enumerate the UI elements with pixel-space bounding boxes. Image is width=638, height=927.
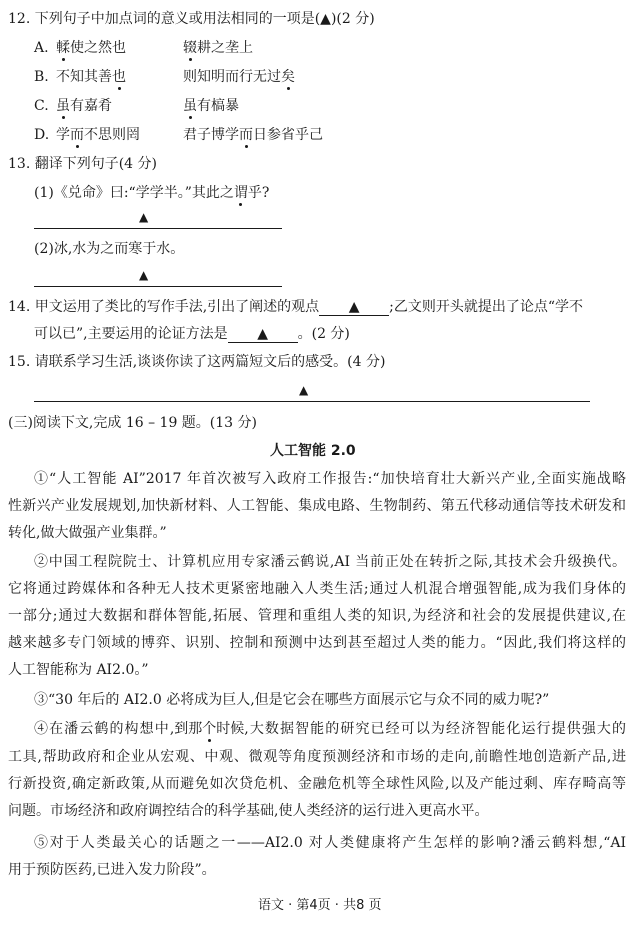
q12-option-c-left: 虽有嘉肴 — [56, 98, 112, 114]
article-title: 人工智能 2.0 — [270, 443, 356, 459]
q12-option-b-label: B. — [34, 69, 49, 85]
p1-line-2: 性新兴产业发展规划,加快新材料、人工智能、集成电路、生物制药、第五代移动通信等技术研发和 — [8, 498, 626, 514]
q12-option-d-left: 学而不思则罔 — [56, 127, 140, 143]
answer-triangle-icon: ▲ — [257, 326, 268, 342]
q12-option-a-left: 輮使之然也 — [56, 40, 126, 56]
page-footer: 语文 · 第4页 · 共8 页 — [258, 898, 382, 913]
q13-answer-line-1[interactable] — [34, 210, 282, 229]
p2-line-1: ②中国工程院院士、计算机应用专家潘云鹤说,AI 当前正处在转折之际,其技术会升级换代。 — [34, 554, 626, 570]
q12-stem: 12. 下列句子中加点词的意义或用法相同的一项是(▲)(2 分) — [8, 11, 375, 27]
p5-line-1: ⑤对于人类最关心的话题之一——AI2.0 对人类健康将产生怎样的影响?潘云鹤料想,“AI — [34, 835, 626, 851]
q12-option-b-right: 则知明而行无过矣 — [183, 69, 295, 85]
answer-triangle-icon: ▲ — [348, 299, 360, 315]
q15-answer-line[interactable] — [34, 383, 590, 402]
q12-option-c-right: 虽有槁暴 — [183, 98, 239, 114]
answer-triangle-icon: ▲ — [299, 383, 309, 397]
answer-triangle-icon: ▲ — [139, 210, 149, 224]
p1-line-3: 转化,做大做强产业集群。” — [8, 525, 167, 541]
q13-answer-line-2[interactable] — [34, 268, 282, 287]
q14-blank-1[interactable] — [319, 299, 389, 316]
p2-line-3: 一部分;通过大数据和群体智能,拓展、管理和重组人类的知识,为经济和社会的发展提供建议,在 — [8, 608, 626, 624]
q14-line-1: 14. 甲文运用了类比的写作手法,引出了阐述的观点 ▲ ;乙文则开头就提出了论点“学不 — [8, 299, 584, 315]
q12-option-b-left: 不知其善也 — [56, 69, 126, 85]
p2-line-4: 越来越多专门领域的博弈、识别、控制和预测中达到甚至超过人类的能力。“因此,我们将这样的 — [8, 635, 626, 651]
q12-option-d-label: D. — [34, 127, 50, 143]
q12-option-a-right: 辍耕之垄上 — [183, 40, 253, 56]
q15-stem: 15. 请联系学习生活,谈谈你读了这两篇短文后的感受。(4 分) — [8, 354, 386, 370]
p1-line-1: ①“人工智能 AI”2017 年首次被写入政府工作报告:“加快培育壮大新兴产业,全面实施战略 — [34, 471, 626, 487]
section-heading: (三)阅读下文,完成 16 – 19 题。(13 分) — [8, 415, 257, 431]
p4-line-3: 行新投资,确定新政策,从而避免如次贷危机、金融危机等全球性风险,以及产能过剩、库存畸高等 — [8, 776, 626, 792]
p4-line-4: 问题。市场经济和政府调控结合的科学基础,使人类经济的运行进入更高水平。 — [8, 803, 489, 819]
q12-option-a-label: A. — [34, 40, 49, 56]
q13-stem: 13. 翻译下列句子(4 分) — [8, 156, 157, 172]
p4-line-1: ④在潘云鹤的构想中,到那个时候,大数据智能的研究已经可以为经济智能化运行提供强大的 — [34, 721, 627, 737]
p4-line-2: 工具,帮助政府和企业从宏观、中观、微观等角度预测经济和市场的走向,前瞻性地创造新产品,进 — [8, 749, 626, 765]
q13-sentence-2: (2)冰,水为之而寒于水。 — [34, 241, 185, 257]
q12-option-c-label: C. — [34, 98, 49, 114]
p3-line-1: ③“30 年后的 AI2.0 必将成为巨人,但是它会在哪些方面展示它与众不同的威力呢?” — [34, 692, 550, 708]
q14-line-2: 可以已”,主要运用的论证方法是 ▲ 。(2 分) — [34, 326, 350, 342]
q12-option-d-right: 君子博学而日参省乎己 — [183, 127, 323, 143]
q14-blank-2[interactable] — [228, 326, 298, 343]
q13-sentence-1: (1)《兑命》曰:“学学半。”其此之谓乎? — [34, 185, 270, 201]
answer-triangle-icon: ▲ — [139, 268, 149, 282]
p2-line-2: 它将通过跨媒体和各种无人技术更紧密地融入人类生活;通过人机混合增强智能,成为我们身体的 — [8, 581, 626, 597]
p2-line-5: 人工智能称为 AI2.0。” — [8, 662, 149, 678]
p5-line-2: 用于预防医药,已进入发力阶段”。 — [8, 862, 216, 878]
